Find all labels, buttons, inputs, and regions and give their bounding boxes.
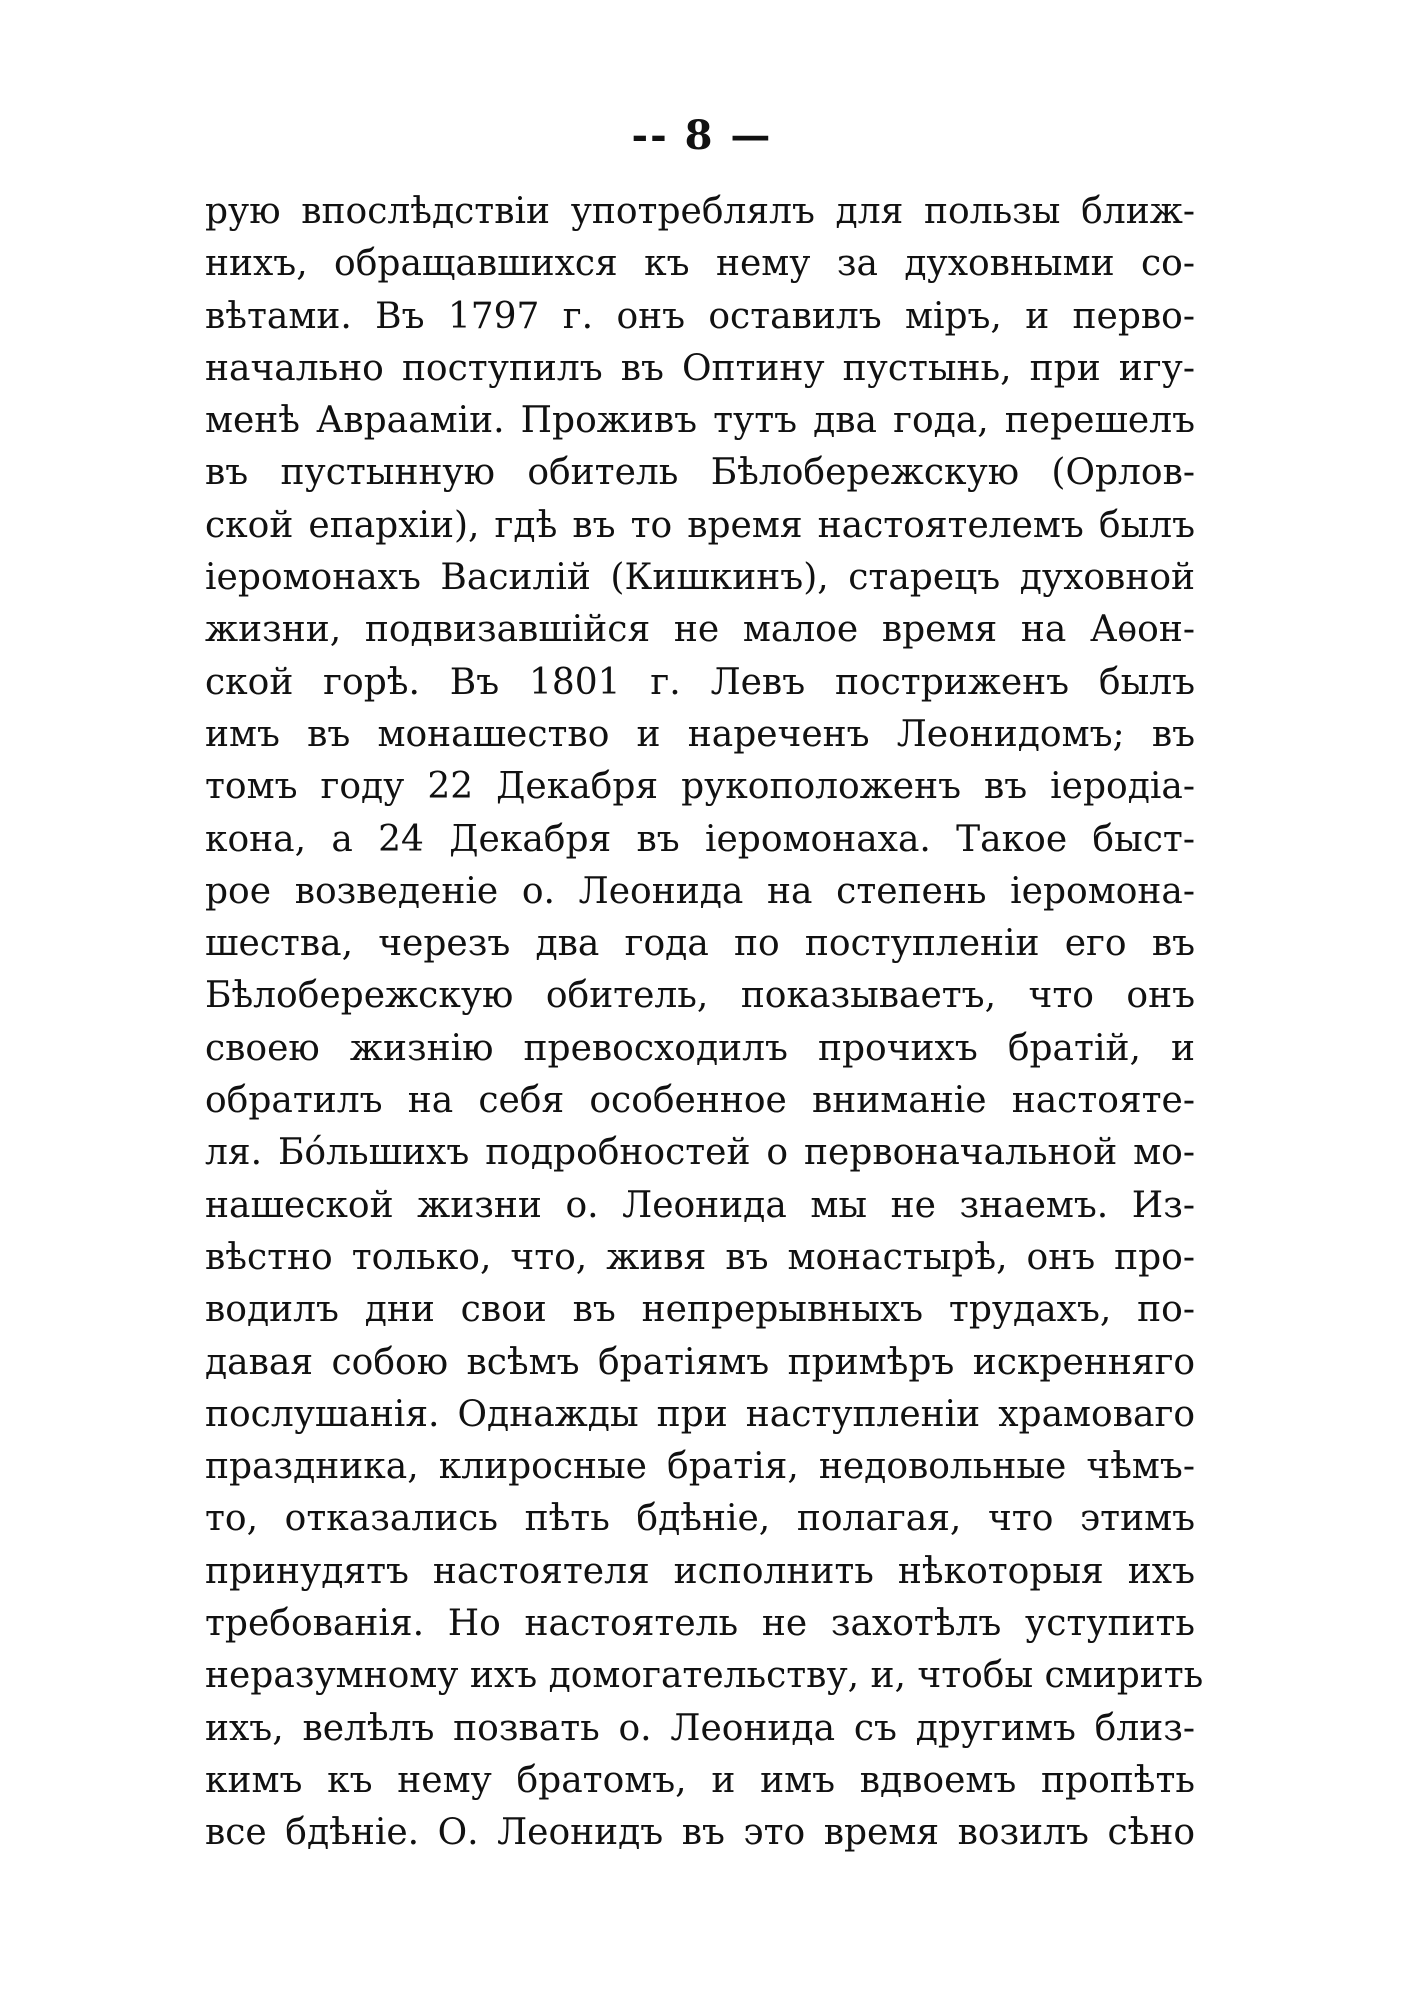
text-line: неразумному ихъ домогательству, и, чтобы смирить [205, 1655, 1204, 1697]
text-line: Бѣлобережскую обитель, показываетъ, что онъ [205, 975, 1195, 1017]
text-line: праздника, клиросные братія, недовольные чѣмъ- [205, 1446, 1195, 1488]
text-line: томъ году 22 Декабря рукоположенъ въ іеродіа- [205, 766, 1195, 808]
text-line: нихъ, обращавшихся къ нему за духовными со- [205, 243, 1195, 285]
text-line: кимъ къ нему братомъ, и имъ вдвоемъ пропѣть [205, 1759, 1195, 1801]
page-number: -- 8 — [631, 112, 773, 159]
text-line: въ пустынную обитель Бѣлобережскую (Орлов- [205, 452, 1195, 494]
text-line: ской епархіи), гдѣ въ то время настоятелемъ былъ [205, 504, 1195, 546]
text-line: вѣтами. Въ 1797 г. онъ оставилъ міръ, и перво- [205, 295, 1195, 337]
text-line: рую впослѣдствіи употреблялъ для пользы ближ- [205, 191, 1195, 232]
text-line: ихъ, велѣлъ позвать о. Леонида съ другимъ близ- [205, 1707, 1195, 1749]
text-line: обратилъ на себя особенное вниманіе настояте- [205, 1080, 1195, 1122]
text-line: давая собою всѣмъ братіямъ примѣръ искренняго [205, 1341, 1195, 1383]
body-text [205, 186, 1204, 1860]
text-line: шества, черезъ два года по поступленіи его въ [205, 923, 1195, 965]
text-line: послушанія. Однажды при наступленіи храмоваго [205, 1393, 1195, 1435]
text-line: все бдѣніе. О. Леонидъ въ это время возилъ сѣно [205, 1812, 1195, 1854]
text-line: то, отказались пѣть бдѣніе, полагая, что этимъ [205, 1498, 1195, 1540]
text-line: своею жизнію превосходилъ прочихъ братій, и [205, 1027, 1195, 1069]
text-line: жизни, подвизавшійся не малое время на Аѳон- [205, 609, 1195, 651]
text-line: водилъ дни свои въ непрерывныхъ трудахъ, по- [205, 1289, 1195, 1331]
text-line: іеромонахъ Василій (Кишкинъ), старецъ духовной [205, 557, 1195, 599]
text-line: вѣстно только, что, живя въ монастырѣ, онъ про- [205, 1236, 1195, 1278]
text-line: требованія. Но настоятель не захотѣлъ уступить [205, 1603, 1195, 1645]
text-line: имъ въ монашество и нареченъ Леонидомъ; въ [205, 713, 1195, 755]
text-line: рое возведеніе о. Леонида на степень іеромона- [205, 870, 1195, 912]
text-line: кона, а 24 Декабря въ іеромонаха. Такое быст- [205, 818, 1195, 860]
text-line: принудятъ настоятеля исполнить нѣкоторыя ихъ [205, 1550, 1195, 1592]
text-line: нашеской жизни о. Леонида мы не знаемъ. Из- [205, 1184, 1195, 1226]
text-line: ля. Бо́льшихъ подробностей о первоначальной мо- [205, 1132, 1195, 1174]
text-line: ской горѣ. Въ 1801 г. Левъ постриженъ былъ [205, 661, 1195, 703]
text-line: менѣ Аврааміи. Проживъ тутъ два года, перешелъ [205, 400, 1195, 442]
text-line: начально поступилъ въ Оптину пустынь, при игу- [205, 347, 1195, 389]
